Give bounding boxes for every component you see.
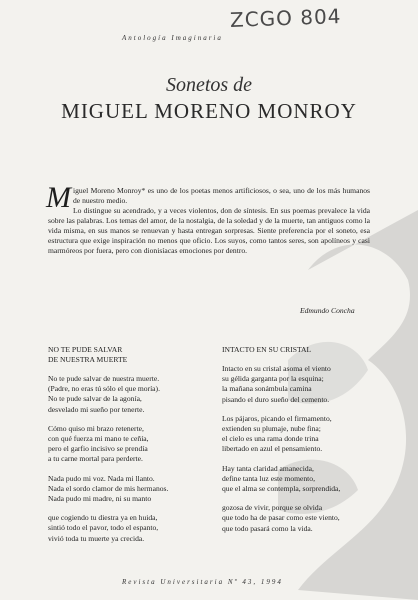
verse-line: (Padre, no eras tú sólo el que moría). xyxy=(48,384,160,394)
poem-no-te-pude-salvar xyxy=(48,345,218,553)
verse-line: que el alma se contempla, sorprendida, xyxy=(222,484,341,494)
verse-line: desvelado mi sueño por tenerte. xyxy=(48,404,145,414)
verse-line: No te pude salvar de la agonía, xyxy=(48,394,142,404)
stanza xyxy=(222,414,392,455)
stanza xyxy=(222,464,392,495)
verse-line: Nada pudo mi voz. Nada mi llanto. xyxy=(48,473,155,483)
verse-line: Los pájaros, picando el firmamento, xyxy=(222,413,332,423)
verse-line: con qué fuerza mi mano te ceñía, xyxy=(48,434,149,444)
drop-cap: M xyxy=(46,181,71,214)
intro-text-1: iguel Moreno Monroy* es uno de los poetas menos artificiosos, o sea, uno de los más humanos de nuestro medio. xyxy=(73,186,370,205)
intro-paragraph-2: Lo distingue su acendrado, y a veces violentos, don de síntesis. En sus poemas prevalece la vida sobre las palabras. Los temas del amor, de la nostalgia, de la soledad y de la muerte, tan antiguos como la vida misma, en sus manos se renuevan y hasta entregan sorpresas. Siente preferencia por el soneto, esa estructura que exige inspiración no menos que oficio. Los suyos, como tantos seres, son apolíneos y casi marmóreos por fuera, pero con dionisíacas emociones por dentro. xyxy=(48,206,370,255)
title-block xyxy=(0,74,418,124)
verse-line: su gélida garganta por la esquina; xyxy=(222,374,324,384)
verse-line: gozosa de vivir, porque se olvida xyxy=(222,503,323,513)
poem-title xyxy=(48,345,218,365)
poem-title-line: NO TE PUDE SALVAR xyxy=(48,345,123,354)
verse-line: extienden su plumaje, nube fina; xyxy=(222,424,321,434)
handwritten-catalog-code: ZCGO 804 xyxy=(229,4,342,32)
verse-line: vivió toda tu muerte ya crecida. xyxy=(48,533,145,543)
poem-title-line: INTACTO EN SU CRISTAL xyxy=(222,345,312,354)
verse-line: que todo pasará como la vida. xyxy=(222,523,313,533)
poem-title-line: DE NUESTRA MUERTE xyxy=(48,355,128,364)
footer-citation: Revista Universitaria Nº 43, 1994 xyxy=(122,578,283,586)
verse-line: No te pude salvar de nuestra muerte. xyxy=(48,374,160,383)
stanza xyxy=(48,513,218,544)
verse-line: libertado en azul el pensamiento. xyxy=(222,444,323,454)
intro-paragraph-1 xyxy=(46,181,370,214)
verse-line: que todo ha de pasar como este viento, xyxy=(222,513,340,523)
stanza xyxy=(48,424,218,465)
verse-line: pisando el duro sueño del cemento. xyxy=(222,394,330,404)
verse-line: Intacto en su cristal asoma el viento xyxy=(222,364,331,373)
subtitle: Sonetos de xyxy=(165,74,253,96)
verse-line: define tanta luz este momento, xyxy=(222,473,315,483)
verse-line: Nada pudo mi madre, ni su manto xyxy=(48,494,152,504)
verse-line: Cómo quiso mi brazo retenerte, xyxy=(48,423,144,433)
verse-line: sintió todo el pavor, todo el espanto, xyxy=(48,523,159,533)
verse-line: pero el garfio incisivo se prendía xyxy=(48,444,148,454)
stanza xyxy=(222,503,392,534)
verse-line: a tu carne mortal para perderte. xyxy=(48,454,143,464)
poem-title xyxy=(222,345,392,355)
verse-line: el cielo es una rama donde trina xyxy=(222,434,319,444)
series-name: Antología Imaginaria xyxy=(122,34,223,42)
verse-line: que cogiendo tu diestra ya en huida, xyxy=(48,513,158,523)
poem-intacto-en-su-cristal xyxy=(222,345,392,543)
author-title: MIGUEL MORENO MONROY xyxy=(61,99,357,123)
stanza xyxy=(48,374,218,415)
verse-line: la mañana sonámbula camina xyxy=(222,384,312,394)
intro-signature: Edmundo Concha xyxy=(300,306,355,315)
stanza xyxy=(48,474,218,505)
verse-line: Nada el sordo clamor de mis hermanos. xyxy=(48,483,169,493)
verse-line: Hay tanta claridad amanecida, xyxy=(222,463,314,473)
stanza xyxy=(222,364,392,405)
introduction xyxy=(46,181,370,256)
